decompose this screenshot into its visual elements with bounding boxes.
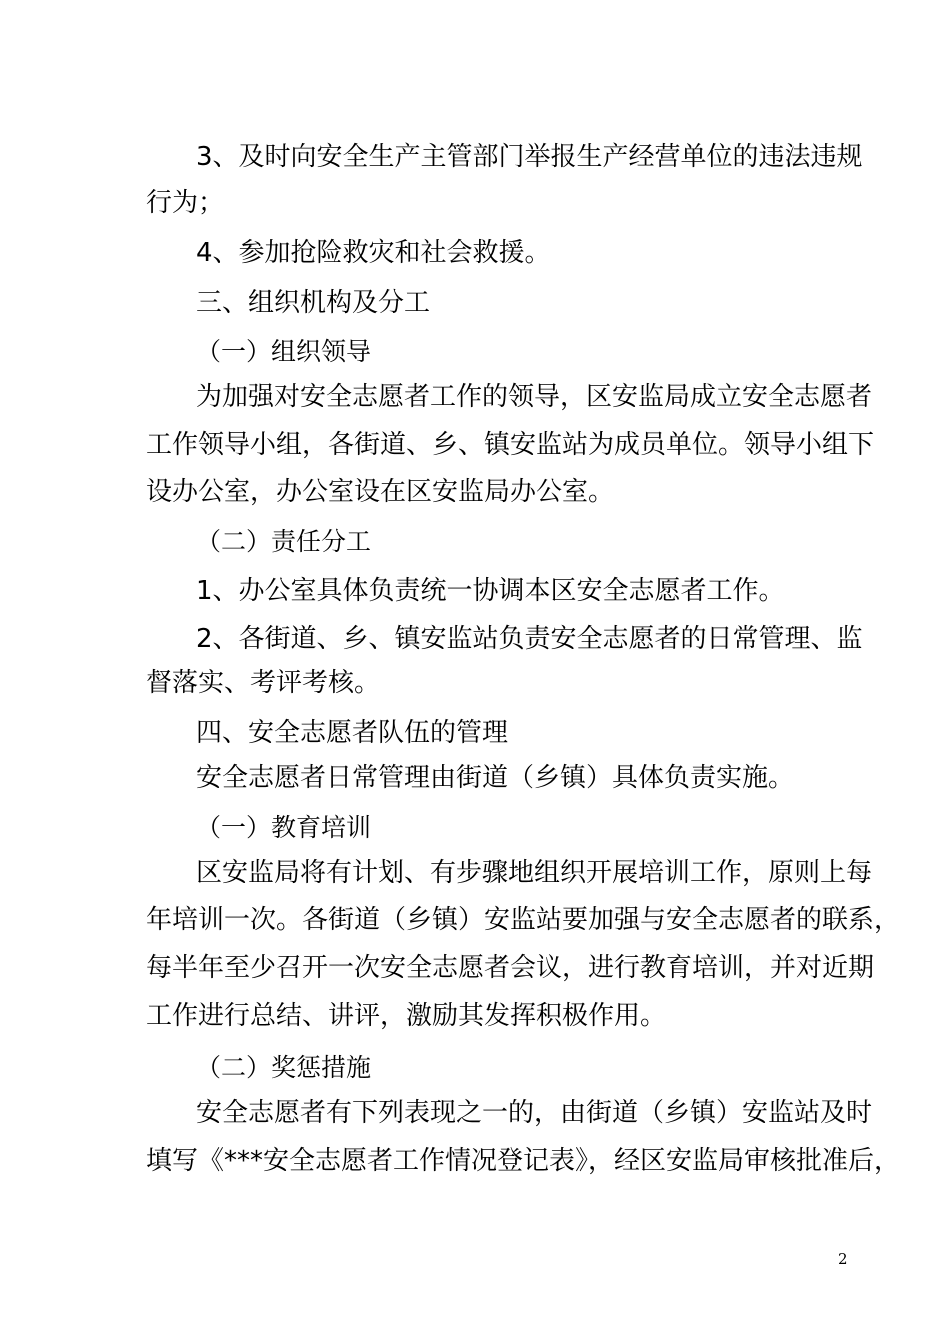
subsection-heading: （二）奖惩措施 xyxy=(196,1053,372,1082)
subsection-heading: （一）教育培训 xyxy=(196,813,372,842)
paragraph-line: 安全志愿者日常管理由街道（乡镇）具体负责实施。 xyxy=(196,763,795,793)
section-heading: 三、组织机构及分工 xyxy=(196,288,431,318)
paragraph-line: 为加强对安全志愿者工作的领导，区安监局成立安全志愿者 xyxy=(196,382,873,412)
paragraph-line: 区安监局将有计划、有步骤地组织开展培训工作，原则上每 xyxy=(196,858,873,888)
paragraph-line: 2、各街道、乡、镇安监站负责安全志愿者的日常管理、监 xyxy=(196,624,863,654)
subsection-heading: （二）责任分工 xyxy=(196,527,372,556)
page-number: 2 xyxy=(838,1250,848,1268)
paragraph-line: 设办公室，办公室设在区安监局办公室。 xyxy=(146,477,615,507)
paragraph-line: 年培训一次。各街道（乡镇）安监站要加强与安全志愿者的联系， xyxy=(146,905,901,935)
paragraph-line: 填写《***安全志愿者工作情况登记表》，经区安监局审核批准后， xyxy=(146,1146,901,1176)
paragraph-line: 每半年至少召开一次安全志愿者会议，进行教育培训，并对近期 xyxy=(146,953,875,983)
paragraph-line: 督落实、考评考核。 xyxy=(146,668,381,698)
paragraph-line: 3、及时向安全生产主管部门举报生产经营单位的违法违规 xyxy=(196,142,863,172)
subsection-heading: （一）组织领导 xyxy=(196,337,372,366)
paragraph-line: 安全志愿者有下列表现之一的，由街道（乡镇）安监站及时 xyxy=(196,1098,873,1128)
paragraph-line: 工作进行总结、讲评，激励其发挥积极作用。 xyxy=(146,1001,667,1031)
paragraph-line: 行为； xyxy=(146,188,225,218)
paragraph-line: 工作领导小组，各街道、乡、镇安监站为成员单位。领导小组下 xyxy=(146,430,875,460)
section-heading: 四、安全志愿者队伍的管理 xyxy=(196,718,509,748)
paragraph-line: 1、办公室具体负责统一协调本区安全志愿者工作。 xyxy=(196,576,785,606)
paragraph-line: 4、参加抢险救灾和社会救援。 xyxy=(196,238,551,268)
